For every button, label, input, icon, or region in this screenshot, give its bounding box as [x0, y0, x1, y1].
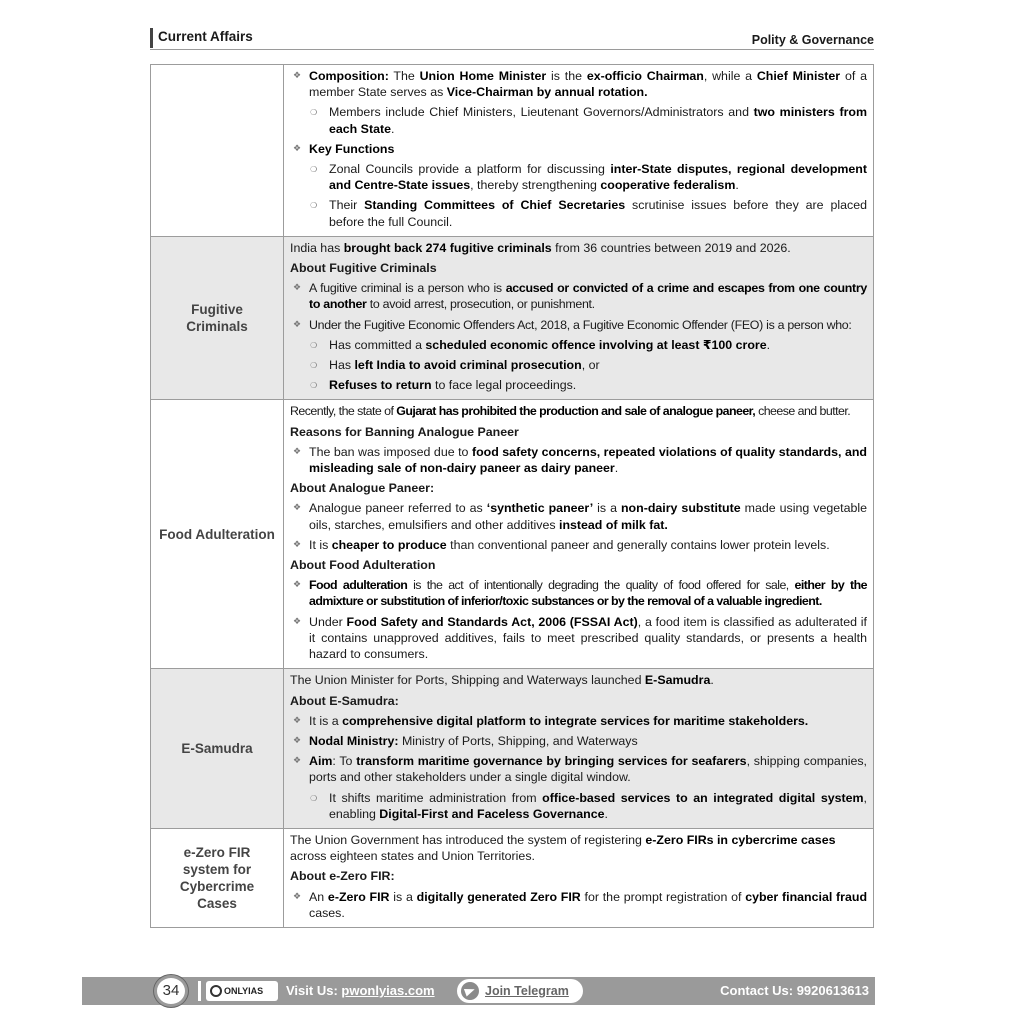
logo-icon: [210, 985, 222, 997]
footer-divider: [198, 981, 201, 1001]
subheading: About e-Zero FIR:: [290, 869, 395, 884]
bullet-item: ❍ It shifts maritime administration from office-based services to an integrated digital system, enabling Digital-First and Faceless Governance.: [290, 790, 867, 822]
section-title: Current Affairs: [150, 28, 253, 48]
subheading: About E-Samudra:: [290, 693, 399, 708]
page-footer: [82, 977, 875, 1005]
visit-label: Visit Us:: [286, 983, 338, 998]
visit-us: [286, 983, 435, 999]
bullet-item: ❖ Composition: The Union Home Minister is the ex-officio Chairman, while a Chief Minister of a member State serves as Vice-Chairman by annual rotation.: [290, 68, 867, 100]
topic-cell: e-Zero FIR system for Cybercrime Cases: [151, 828, 284, 927]
bullet-item: ❖ Aim: To transform maritime governance by bringing services for seafarers, shipping companies, ports and other stakeholders under a single digital window.: [290, 753, 867, 785]
topic-cell: E-Samudra: [151, 669, 284, 829]
content-cell: [284, 400, 874, 669]
bullet-item: ❍ Their Standing Committees of Chief Secretaries scrutinise issues before they are placed before the full Council.: [290, 197, 867, 229]
subheading: About Fugitive Criminals: [290, 261, 437, 276]
subheading: About Analogue Paneer:: [290, 481, 435, 496]
table-row: [151, 236, 874, 400]
page-number: 34: [154, 975, 188, 1007]
paragraph: India has brought back 274 fugitive criminals from 36 countries between 2019 and 2026.: [290, 240, 791, 255]
join-telegram-button[interactable]: [457, 979, 583, 1003]
content-cell: [284, 236, 874, 400]
table-row: [151, 828, 874, 927]
bullet-item: ❖ An e-Zero FIR is a digitally generated Zero FIR for the prompt registration of cyber financial fraud cases.: [290, 889, 867, 921]
content-cell: [284, 65, 874, 237]
bullet-item: ❍ Has left India to avoid criminal prosecution, or: [290, 357, 867, 373]
subheading: About Food Adulteration: [290, 558, 436, 573]
bullet-item: ❖ It is a comprehensive digital platform to integrate services for maritime stakeholders.: [290, 713, 867, 729]
subheading: Reasons for Banning Analogue Paneer: [290, 424, 519, 439]
bullet-item: ❖ Key Functions: [290, 141, 867, 157]
contact-number: Contact Us: 9920613613: [720, 983, 869, 998]
page-header: [150, 26, 874, 50]
bullet-item: ❖ The ban was imposed due to food safety concerns, repeated violations of quality standards, and misleading sale of non-dairy paneer as dairy paneer.: [290, 444, 867, 476]
onlyias-logo: [206, 981, 278, 1001]
table-row: [151, 400, 874, 669]
current-affairs-table: [150, 64, 874, 928]
topic-cell: [151, 65, 284, 237]
bullet-item: ❖ A fugitive criminal is a person who is accused or convicted of a crime and escapes from one country to another to avoid arrest, prosecution, or punishment.: [290, 280, 867, 312]
bullet-item: ❍ Has committed a scheduled economic offence involving at least ₹100 crore.: [290, 337, 867, 353]
topic-cell: Fugitive Criminals: [151, 236, 284, 400]
bullet-item: ❖ Under Food Safety and Standards Act, 2006 (FSSAI Act), a food item is classified as adulterated if it contains unapproved additives, fails to meet prescribed quality standards, or presents a health hazard to consumers.: [290, 614, 867, 663]
content-cell: [284, 828, 874, 927]
paragraph: Recently, the state of Gujarat has prohibited the production and sale of analogue paneer, cheese and butter.: [290, 404, 851, 419]
paragraph: The Union Government has introduced the system of registering e-Zero FIRs in cybercrime cases across eighteen states and Union Territories.: [290, 832, 836, 864]
table-row: [151, 669, 874, 829]
table-row: [151, 65, 874, 237]
telegram-icon: [461, 982, 479, 1000]
topic-cell: Food Adulteration: [151, 400, 284, 669]
website-link[interactable]: pwonlyias.com: [341, 983, 435, 998]
bullet-item: ❍ Zonal Councils provide a platform for discussing inter-State disputes, regional development and Centre-State issues, thereby strengthening cooperative federalism.: [290, 161, 867, 193]
subject-title: Polity & Governance: [751, 33, 874, 47]
bullet-item: ❖ Food adulteration is the act of intentionally degrading the quality of food offered for sale, either by the admixture or substitution of inferior/toxic substances or by the removal of a valuable ingredient.: [290, 577, 867, 609]
paragraph: The Union Minister for Ports, Shipping and Waterways launched E-Samudra.: [290, 673, 714, 688]
bullet-item: ❍ Refuses to return to face legal proceedings.: [290, 377, 867, 393]
bullet-item: ❖ Analogue paneer referred to as ‘synthetic paneer’ is a non-dairy substitute made using vegetable oils, starches, emulsifiers and other additives instead of milk fat.: [290, 500, 867, 532]
bullet-item: ❖ Nodal Ministry: Ministry of Ports, Shipping, and Waterways: [290, 733, 867, 749]
bullet-item: ❍ Members include Chief Ministers, Lieutenant Governors/Administrators and two ministers from each State.: [290, 104, 867, 136]
telegram-label: Join Telegram: [485, 984, 569, 998]
bullet-item: ❖ Under the Fugitive Economic Offenders Act, 2018, a Fugitive Economic Offender (FEO) is a person who:: [290, 317, 867, 333]
content-cell: [284, 669, 874, 829]
logo-text: ONLYIAS: [224, 986, 264, 996]
bullet-item: ❖ It is cheaper to produce than conventional paneer and generally contains lower protein levels.: [290, 537, 867, 553]
